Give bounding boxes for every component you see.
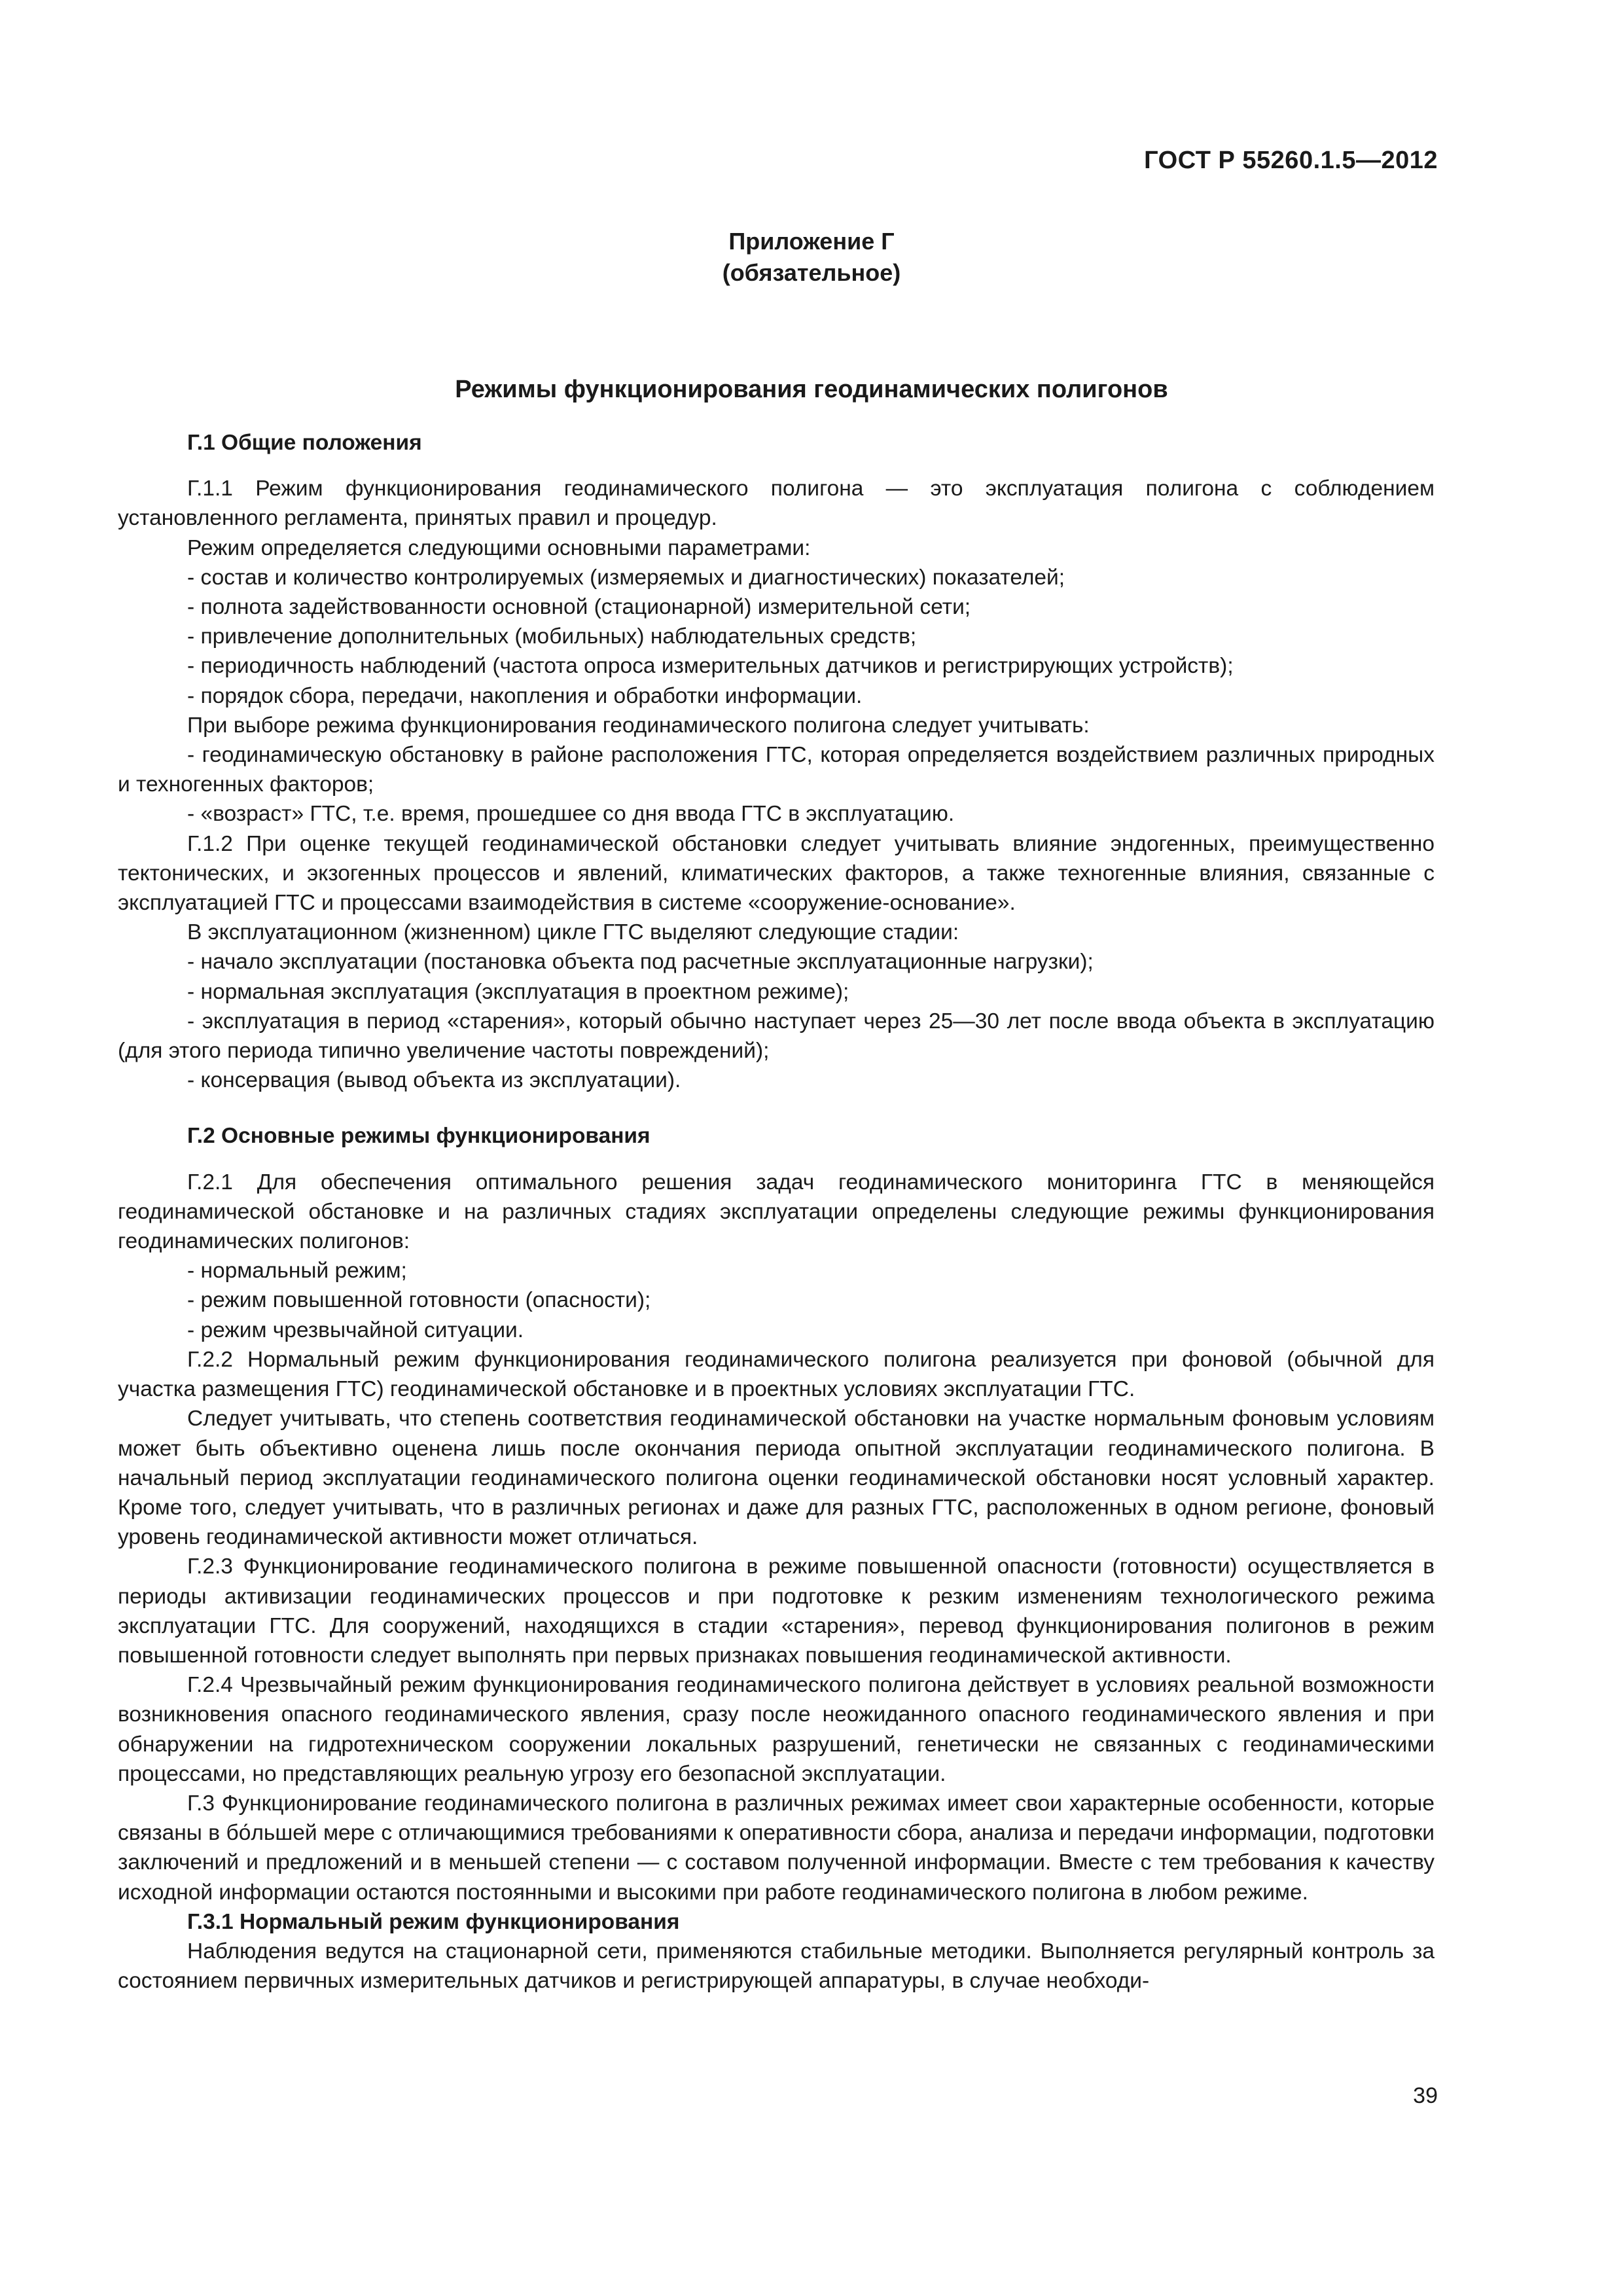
paragraph: Г.3 Функционирование геодинамического полигона в различных режимах имеет свои характерные особенности, которые связаны в бо́льшей мере с отличающимися требованиями к оперативности сбора, анализа и передачи информации, подготовки заключений и предложений и в меньшей степени — с составом полученной информации. Вместе с тем требования к качеству исходной информации остаются постоянными и высокими при работе геодинамического полигона в любом режиме. bbox=[118, 1791, 1435, 1905]
section-heading-g1: Г.1 Общие положения bbox=[187, 431, 422, 455]
paragraph: Г.2.2 Нормальный режим функционирования геодинамического полигона реализуется при фоновой (обычной для участка размещения ГТС) геодинамической обстановке и в проектных условиях эксплуатации ГТС. bbox=[118, 1347, 1435, 1402]
document-body bbox=[118, 428, 1435, 1996]
subsection-heading-g31: Г.3.1 Нормальный режим функционирования bbox=[187, 1909, 680, 1934]
paragraph: В эксплуатационном (жизненном) цикле ГТС выделяют следующие стадии: bbox=[187, 920, 959, 945]
paragraph: Наблюдения ведутся на стационарной сети, применяются стабильные методики. Выполняется регулярный контроль за состоянием первичных измерительных датчиков и регистрирующей аппаратуры, в случае необходи- bbox=[118, 1939, 1435, 1994]
paragraph: Г.2.3 Функционирование геодинамического полигона в режиме повышенной опасности (готовности) осуществляется в периоды активизации геодинамических процессов и при подготовке к резким изменениям технологического режима эксплуатации ГТС. Для сооружений, находящихся в стадии «старения», перевод функционирования полигонов в режим повышенной готовности следует выполнять при первых признаках повышения геодинамической активности. bbox=[118, 1554, 1435, 1668]
list-item: - «возраст» ГТС, т.е. время, прошедшее со дня ввода ГТС в эксплуатацию. bbox=[187, 802, 955, 827]
list-item: - консервация (вывод объекта из эксплуатации). bbox=[187, 1068, 681, 1093]
list-item: - порядок сбора, передачи, накопления и обработки информации. bbox=[187, 683, 863, 708]
page-number: 39 bbox=[1413, 2083, 1438, 2108]
section-heading-g2: Г.2 Основные режимы функционирования bbox=[187, 1124, 651, 1149]
paragraph: Г.2.4 Чрезвычайный режим функционирования геодинамического полигона действует в условиях реальной возможности возникновения опасного геодинамического явления, сразу после неожиданного опасного геодинамического явления и при обнаружении на гидротехническом сооружении локальных разрушений, генетически не связанных с геодинамическими процессами, но представляющих реальную угрозу его безопасной эксплуатации. bbox=[118, 1673, 1435, 1786]
appendix-label: Приложение Г bbox=[728, 228, 895, 255]
paragraph: Г.2.1 Для обеспечения оптимального решения задач геодинамического мониторинга ГТС в меняющейся геодинамической обстановке и на различных стадиях эксплуатации определены следующие режимы функционирования геодинамических полигонов: bbox=[118, 1170, 1435, 1254]
list-item: - режим чрезвычайной ситуации. bbox=[187, 1318, 524, 1342]
list-item: - полнота задействованности основной (стационарной) измерительной сети; bbox=[187, 595, 971, 620]
paragraph: Г.1.2 При оценке текущей геодинамической обстановки следует учитывать влияние эндогенных, преимущественно тектонических, и экзогенных процессов и явлений, климатических факторов, а также техногенные влияния, связанные с эксплуатацией ГТС и процессами взаимодействия в системе «сооружение-основание». bbox=[118, 831, 1435, 916]
list-item: - нормальная эксплуатация (эксплуатация в проектном режиме); bbox=[187, 979, 849, 1004]
list-item: - геодинамическую обстановку в районе расположения ГТС, которая определяется воздействием различных природных и техногенных факторов; bbox=[118, 743, 1435, 797]
paragraph: Следует учитывать, что степень соответствия геодинамической обстановки на участке нормальным фоновым условиям может быть объективно оценена лишь после окончания периода опытной эксплуатации геодинамического полигона. В начальный период эксплуатации геодинамического полигона оценки геодинамической обстановки носят условный характер. Кроме того, следует учитывать, что в различных регионах и даже для разных ГТС, расположенных в одном регионе, фоновый уровень геодинамической активности может отличаться. bbox=[118, 1407, 1435, 1550]
list-item: - эксплуатация в период «старения», который обычно наступает через 25—30 лет после ввода объекта в эксплуатацию (для этого периода типично увеличение частоты повреждений); bbox=[118, 1009, 1435, 1064]
list-item: - начало эксплуатации (постановка объекта под расчетные эксплуатационные нагрузки); bbox=[187, 950, 1094, 975]
paragraph: При выборе режима функционирования геодинамического полигона следует учитывать: bbox=[187, 713, 1090, 738]
appendix-block bbox=[0, 226, 1623, 289]
standard-code: ГОСТ Р 55260.1.5—2012 bbox=[1144, 147, 1438, 174]
appendix-status: (обязательное) bbox=[722, 259, 901, 286]
list-item: - режим повышенной готовности (опасности); bbox=[187, 1288, 651, 1313]
section-spacer bbox=[118, 1095, 1435, 1121]
paragraph: Режим определяется следующими основными параметрами: bbox=[187, 535, 811, 560]
paragraph: Г.1.1 Режим функционирования геодинамического полигона — это эксплуатация полигона с соблюдением установленного регламента, принятых правил и процедур. bbox=[118, 476, 1435, 531]
list-item: - привлечение дополнительных (мобильных) наблюдательных средств; bbox=[187, 624, 917, 649]
appendix-title: Режимы функционирования геодинамических полигонов bbox=[455, 376, 1168, 403]
list-item: - нормальный режим; bbox=[187, 1259, 407, 1283]
list-item: - состав и количество контролируемых (измеряемых и диагностических) показателей; bbox=[187, 565, 1065, 590]
list-item: - периодичность наблюдений (частота опроса измерительных датчиков и регистрирующих устройств); bbox=[187, 654, 1234, 679]
